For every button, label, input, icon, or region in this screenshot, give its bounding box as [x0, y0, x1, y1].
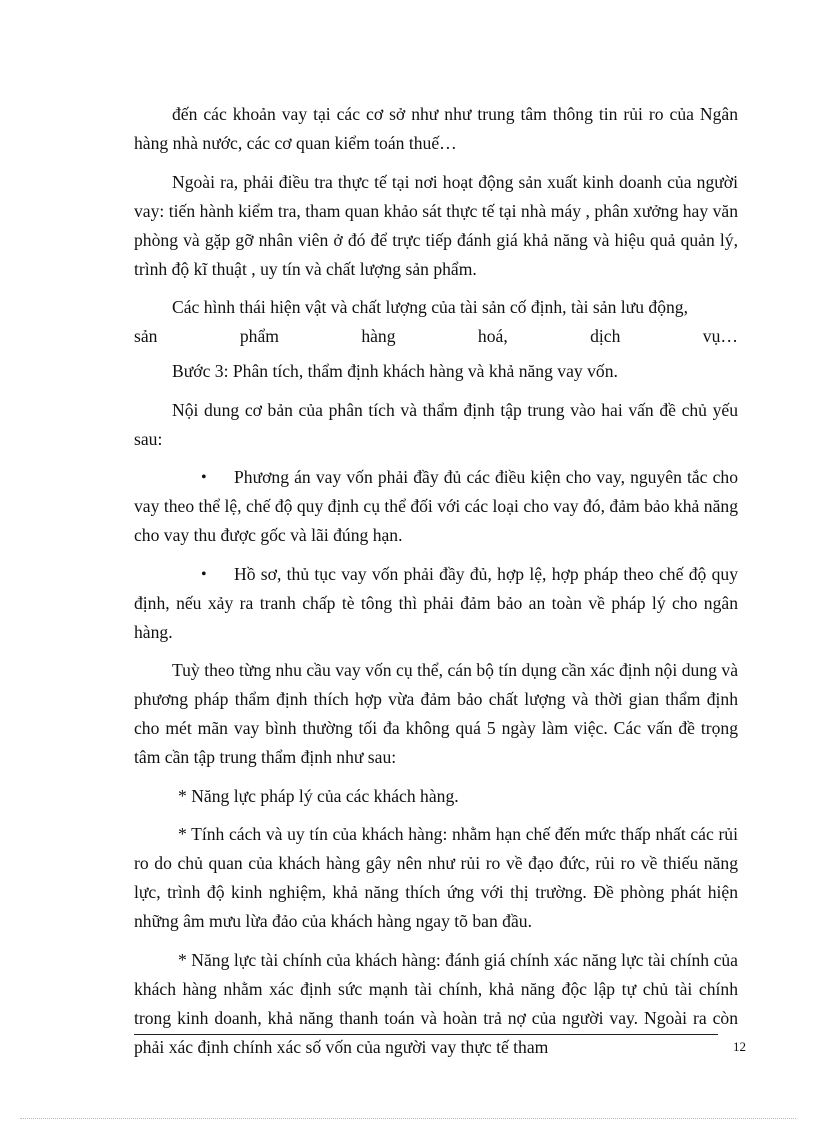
paragraph: Bước 3: Phân tích, thẩm định khách hàng và khả năng vay vốn.: [172, 361, 618, 381]
page-edge-divider: [20, 1118, 796, 1119]
bullet-icon: •: [201, 469, 207, 486]
paragraph: Tuỳ theo từng nhu cầu vay vốn cụ thể, cán bộ tín dụng cần xác định nội dung và phương pháp thẩm định thích hợp vừa đảm bảo chất lượng và thời gian thẩm định cho mét mãn vay bình thường tối đa không quá 5 ngày làm việc. Các vấn đề trọng tâm cần tập trung thẩm định như sau:: [134, 660, 738, 767]
bullet-text: Hồ sơ, thủ tục vay vốn phải đầy đủ, hợp lệ, hợp pháp theo chế độ quy định, nếu xảy ra tranh chấp tè tông thì phải đảm bảo an toàn về pháp lý cho ngân hàng.: [134, 563, 738, 642]
footer-divider: [134, 1034, 718, 1035]
paragraph: Các hình thái hiện vật và chất lượng của tài sản cố định, tài sản lưu động,: [172, 297, 688, 317]
paragraph: * Năng lực pháp lý của các khách hàng.: [178, 785, 459, 806]
bullet-icon: •: [201, 565, 207, 583]
paragraph: đến các khoản vay tại các cơ sở như như trung tâm thông tin rủi ro của Ngân hàng nhà nước, các cơ quan kiểm toán thuế…: [134, 104, 738, 153]
paragraph: * Năng lực tài chính của khách hàng: đánh giá chính xác năng lực tài chính của khách hàng nhằm xác định sức mạnh tài chính, khả năng độc lập tự chủ tài chính trong kinh doanh, khả năng thanh toán và hoàn trả nợ của người vay. Ngoài ra còn phải xác định chính xác số vốn của người vay thực tế tham: [134, 949, 738, 1057]
body-text: [134, 100, 738, 1071]
bullet-text: Phương án vay vốn phải đầy đủ các điều kiện cho vay, nguyên tắc cho vay theo thể lệ, chế độ quy định cụ thể đối với các loại cho vay đó, đảm bảo khả năng cho vay thu được gốc và lãi đúng hạn.: [134, 467, 738, 545]
paragraph: Nội dung cơ bản của phân tích và thẩm định tập trung vào hai vấn đề chủ yếu sau:: [134, 399, 738, 449]
paragraph: sản phẩm hàng hoá, dịch vụ…: [134, 326, 738, 346]
bullet-item: [134, 463, 738, 550]
page-number: 12: [733, 1039, 746, 1054]
paragraph: * Tính cách và uy tín của khách hàng: nhằm hạn chế đến mức thấp nhất các rủi ro do chủ quan của khách hàng gây nên như rủi ro về đạo đức, rủi ro về thiếu năng lực, trình độ kinh nghiệm, khả năng thích ứng với thị trường. Đề phòng phát hiện những âm mưu lừa đảo của khách hàng ngay tõ ban đầu.: [134, 824, 738, 931]
paragraph: Ngoài ra, phải điều tra thực tế tại nơi hoạt động sản xuất kinh doanh của người vay: tiến hành kiểm tra, tham quan khảo sát thực tế tại nhà máy , phân xưởng hay văn phòng và gặp gỡ nhân viên ở đó để trực tiếp đánh giá khả năng và hiệu quả quản lý, trình độ kĩ thuật , uy tín và chất lượng sản phẩm.: [134, 171, 738, 279]
bullet-item: [134, 560, 738, 647]
